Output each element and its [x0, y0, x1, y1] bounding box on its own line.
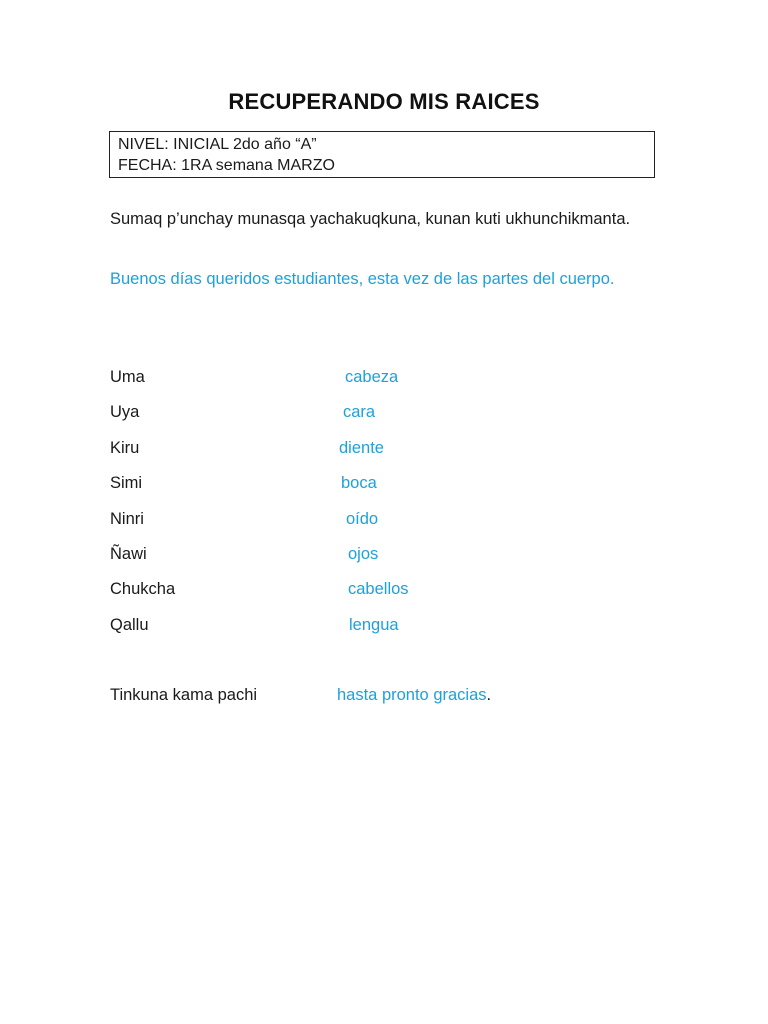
farewell-spanish-text: hasta pronto gracias — [337, 686, 487, 704]
vocab-spanish: diente — [339, 438, 384, 457]
vocab-row — [110, 364, 610, 399]
vocab-quechua: Ñawi — [110, 544, 147, 563]
info-box — [109, 131, 655, 178]
vocab-spanish: cabellos — [348, 580, 409, 599]
vocab-spanish: boca — [341, 474, 377, 493]
document-title: RECUPERANDO MIS RAICES — [228, 89, 540, 114]
vocab-row — [110, 576, 610, 611]
vocab-row — [110, 470, 610, 505]
vocab-spanish: cabeza — [345, 368, 399, 386]
farewell-period: . — [486, 686, 492, 704]
vocab-spanish: oído — [346, 509, 379, 528]
vocab-spanish: ojos — [348, 544, 379, 563]
farewell-spanish — [337, 682, 491, 709]
vocab-quechua: Ninri — [110, 509, 144, 528]
vocab-spanish: lengua — [349, 615, 399, 634]
vocabulary-list — [110, 364, 610, 647]
farewell-quechua: Tinkuna kama pachi — [110, 686, 258, 704]
vocab-quechua: Chukcha — [110, 580, 176, 599]
vocab-spanish: cara — [343, 403, 376, 422]
vocab-row — [110, 612, 610, 647]
vocab-quechua: Qallu — [110, 615, 149, 634]
vocab-quechua: Simi — [110, 474, 143, 493]
greeting-quechua: Sumaq p’unchay munasqa yachakuqkuna, kunan kuti ukhunchikmanta. — [110, 210, 631, 228]
vocab-row — [110, 435, 610, 470]
info-date: FECHA: 1RA semana MARZO — [118, 157, 335, 174]
vocab-row — [110, 541, 610, 576]
vocab-quechua: Kiru — [110, 438, 140, 457]
greeting-spanish: Buenos días queridos estudiantes, esta vez de las partes del cuerpo. — [110, 270, 615, 288]
info-level: NIVEL: INICIAL 2do año “A” — [118, 136, 317, 153]
vocab-quechua: Uma — [110, 368, 145, 386]
vocab-quechua: Uya — [110, 403, 140, 422]
vocab-row — [110, 399, 610, 434]
vocab-row — [110, 506, 610, 541]
